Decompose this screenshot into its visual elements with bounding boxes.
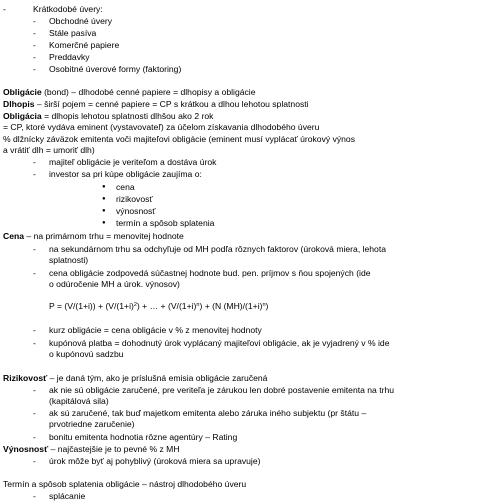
- price-formula: $P = (V/(1+i)) + (V/(1+i)^2)$ + … + $(V/(1+i)^n) + (N$ $(MH)/(1+i)^n$): [49, 301, 269, 311]
- list-dash: -: [33, 338, 36, 348]
- definition-vynosnost: [3, 444, 180, 454]
- definition-text: (bond) – dlhodobé cenné papiere = dlhopisy a obligácie: [41, 87, 256, 97]
- list-item: ak sú zaručené, tak buď majetkom emitenta alebo záruka iného subjektu (pr štátu –: [49, 408, 367, 418]
- definition-text: – na primárnom trhu = menovitej hodnote: [24, 231, 184, 241]
- list-dash: -: [33, 432, 36, 442]
- bullet-icon: ●: [102, 184, 106, 190]
- list-item: kurz obligácie = cena obligácie v % z menovitej hodnoty: [49, 325, 262, 335]
- list-dash: -: [33, 244, 36, 254]
- bullet-item: výnosnosť: [116, 206, 156, 216]
- list-dash: -: [33, 28, 36, 38]
- definition-text: – najčastejšie je to pevné % z MH: [48, 444, 180, 454]
- bullet-item: termín a spôsob splatenia: [116, 218, 215, 228]
- list-dash: -: [33, 40, 36, 50]
- list-item: úrok môže byť aj pohyblivý (úroková miera sa upravuje): [49, 456, 261, 466]
- definition-rizikovost: [3, 373, 267, 383]
- term: Obligácia: [3, 111, 42, 121]
- list-item-continuation: splatnosti): [49, 255, 89, 265]
- list-item: Osobitné úverové formy (faktoring): [49, 64, 182, 74]
- list-dash: -: [33, 408, 36, 418]
- list-dash: -: [33, 268, 36, 278]
- list-dash: -: [33, 157, 36, 167]
- term: Rizikovosť: [3, 373, 48, 383]
- term: Dlhopis: [3, 99, 35, 109]
- list-item: na sekundárnom trhu sa odchyľuje od MH podľa rôznych faktorov (úroková miera, lehota: [49, 244, 387, 254]
- definition-dlhopis: [3, 99, 309, 109]
- list-item-continuation: o kupónovú sadzbu: [49, 349, 124, 359]
- bullet-item: rizikovosť: [116, 194, 153, 204]
- bullet-icon: ●: [102, 220, 106, 226]
- paragraph-line: a vrátiť dlh = umoriť dlh): [3, 145, 95, 155]
- list-dash: -: [33, 169, 36, 179]
- list-item: Komerčné papiere: [49, 40, 120, 50]
- bullet-icon: ●: [102, 208, 106, 214]
- list-item: kupónová platba = dohodnutý úrok vyplácaný majiteľovi obligácie, ak je vyjadrený v % ide: [49, 338, 390, 348]
- list-item: bonitu emitenta hodnotia rôzne agentúry – Rating: [49, 432, 238, 442]
- term: Obligácie: [3, 87, 42, 97]
- section-header-termin: Termín a spôsob splatenia obligácie – nástroj dlhodobého úveru: [3, 479, 247, 489]
- definition-text: – je daná tým, ako je príslušná emisia obligácie zaručená: [47, 373, 268, 383]
- section-header-kratkodobe-uvery: Krátkodobé úvery:: [33, 4, 103, 14]
- list-item: cena obligácie zodpovedá súčastnej hodnote bud. pen. príjmov s ňou spojených (ide: [49, 268, 371, 278]
- list-item: splácanie: [49, 491, 86, 501]
- list-item: ak nie sú obligácie zaručené, pre veriteľa je zárukou len dobré postavenie emitenta na trhu: [49, 385, 395, 395]
- list-item-continuation: o odúročenie MH a úrok. výnosov): [49, 279, 180, 289]
- list-item: majiteľ obligácie je veriteľom a dostáva úrok: [49, 157, 217, 167]
- definition-obligacie: [3, 87, 256, 97]
- term: Cena: [3, 231, 25, 241]
- list-dash: -: [33, 16, 36, 26]
- definition-text: – širší pojem = cenné papiere = CP s krátkou a dlhou lehotou splatnosti: [34, 99, 309, 109]
- bullet-icon: ●: [102, 196, 106, 202]
- definition-obligacia: [3, 111, 213, 121]
- list-dash: -: [33, 64, 36, 74]
- definition-text: = dlhopis lehotou splatnosti dlhšou ako 2 rok: [41, 111, 214, 121]
- list-item: Preddavky: [49, 52, 90, 62]
- list-dash: -: [33, 456, 36, 466]
- bullet-item: cena: [116, 182, 135, 192]
- list-item: Obchodné úvery: [49, 16, 113, 26]
- list-item: investor sa pri kúpe obligácie zaujíma o:: [49, 169, 202, 179]
- term: Výnosnosť: [3, 444, 49, 454]
- list-dash: -: [33, 385, 36, 395]
- list-dash: -: [33, 52, 36, 62]
- definition-cena: [3, 231, 184, 241]
- list-item-continuation: prvotriedne zaručenie): [49, 419, 135, 429]
- paragraph-line: % dlžnícky záväzok emitenta voči majiteľovi obligácie (eminent musí vyplácať úrokový výnos: [3, 134, 356, 144]
- list-dash: -: [3, 4, 6, 14]
- paragraph-line: = CP, ktoré vydáva eminent (vystavovateľ) za účelom získavania dlhodobého úveru: [3, 122, 320, 132]
- list-item-continuation: (kapitálová sila): [49, 396, 109, 406]
- list-dash: -: [33, 491, 36, 501]
- list-item: Stále pasíva: [49, 28, 97, 38]
- list-dash: -: [33, 325, 36, 335]
